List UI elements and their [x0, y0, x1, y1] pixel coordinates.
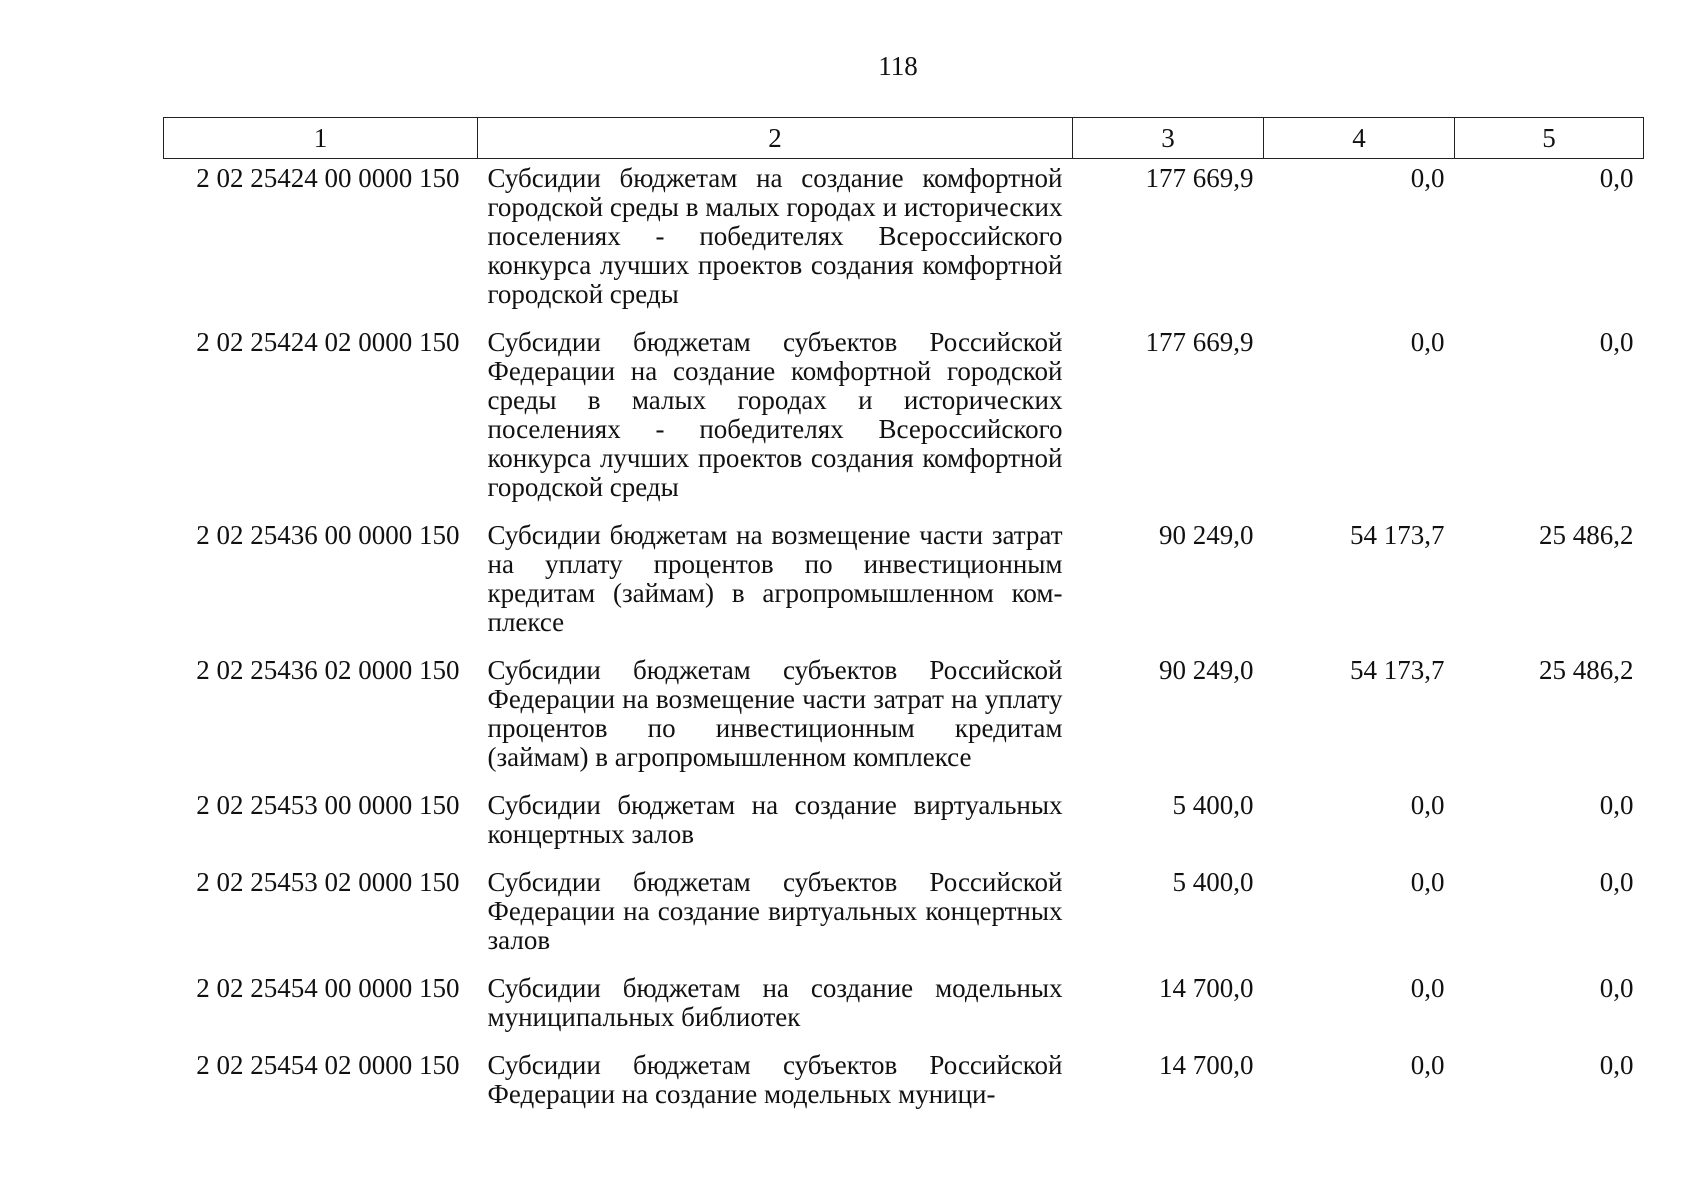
row-value-col3: 90 249,0	[1159, 520, 1254, 550]
row-value-col5: 0,0	[1599, 790, 1634, 820]
row-value-col4: 0,0	[1410, 1050, 1445, 1080]
row-value-col3: 5 400,0	[1172, 867, 1254, 897]
row-value-col3: 177 669,9	[1145, 327, 1254, 357]
table-row	[164, 858, 1644, 964]
row-value-col5: 0,0	[1599, 163, 1634, 193]
row-description: Субсидии бюджетам на создание комфортной городской среды в малых городах и исторических поселениях - победителях Всероссийского конкурса лучших проектов создания комфортной городской среды	[487, 163, 1063, 309]
column-header-3: 3	[1073, 118, 1264, 159]
row-value-col3: 14 700,0	[1159, 973, 1254, 1003]
row-description: Субсидии бюджетам субъектов Российской Федерации на возмещение части затрат на уплату процентов по инвестиционным кредитам (займам) в агропромышленном комплексе	[487, 655, 1063, 772]
table-row	[164, 318, 1644, 511]
row-description: Субсидии бюджетам на создание виртуальных концертных залов	[487, 790, 1063, 849]
row-code: 2 02 25454 02 0000 150	[196, 1050, 460, 1080]
row-value-col4: 0,0	[1410, 163, 1445, 193]
row-value-col4: 0,0	[1410, 790, 1445, 820]
row-code: 2 02 25424 00 0000 150	[196, 163, 460, 193]
page-number: 118	[878, 51, 918, 81]
row-value-col3: 90 249,0	[1159, 655, 1254, 685]
row-value-col3: 5 400,0	[1172, 790, 1254, 820]
row-value-col5: 0,0	[1599, 327, 1634, 357]
table-row	[164, 646, 1644, 781]
table-row	[164, 511, 1644, 646]
row-value-col3: 177 669,9	[1145, 163, 1254, 193]
column-header-5: 5	[1455, 118, 1644, 159]
row-description: Субсидии бюджетам на возмещение части затрат на уплату процентов по инвестиционным кредитам (займам) в агропромышленном комплексе	[487, 520, 1063, 637]
row-value-col4: 0,0	[1410, 973, 1445, 1003]
table-row	[164, 1041, 1644, 1118]
row-description: Субсидии бюджетам субъектов Российской Федерации на создание виртуальных концертных залов	[487, 867, 1063, 955]
row-value-col4: 54 173,7	[1350, 655, 1445, 685]
row-value-col4: 54 173,7	[1350, 520, 1445, 550]
table-row	[164, 159, 1644, 319]
row-description: Субсидии бюджетам субъектов Российской Федерации на создание модельных муници-	[487, 1050, 1063, 1109]
row-code: 2 02 25453 02 0000 150	[196, 867, 460, 897]
table-header-row	[164, 118, 1644, 159]
column-header-1: 1	[164, 118, 478, 159]
row-value-col4: 0,0	[1410, 327, 1445, 357]
row-value-col5: 0,0	[1599, 867, 1634, 897]
row-value-col5: 25 486,2	[1539, 655, 1634, 685]
row-code: 2 02 25453 00 0000 150	[196, 790, 460, 820]
table-row	[164, 781, 1644, 858]
row-code: 2 02 25436 00 0000 150	[196, 520, 460, 550]
row-value-col5: 25 486,2	[1539, 520, 1634, 550]
row-value-col3: 14 700,0	[1159, 1050, 1254, 1080]
row-code: 2 02 25436 02 0000 150	[196, 655, 460, 685]
row-value-col5: 0,0	[1599, 973, 1634, 1003]
row-description: Субсидии бюджетам субъектов Российской Федерации на создание комфортной городской среды в малых городах и исторических поселениях - победителях Всероссийского конкурса лучших проектов создания комфортной городской среды	[487, 327, 1063, 502]
column-header-4: 4	[1264, 118, 1455, 159]
row-description: Субсидии бюджетам на создание модельных муниципальных библиотек	[487, 973, 1063, 1032]
row-value-col4: 0,0	[1410, 867, 1445, 897]
row-value-col5: 0,0	[1599, 1050, 1634, 1080]
budget-table	[163, 117, 1644, 1118]
table-row	[164, 964, 1644, 1041]
column-header-2: 2	[478, 118, 1073, 159]
row-code: 2 02 25454 00 0000 150	[196, 973, 460, 1003]
row-code: 2 02 25424 02 0000 150	[196, 327, 460, 357]
